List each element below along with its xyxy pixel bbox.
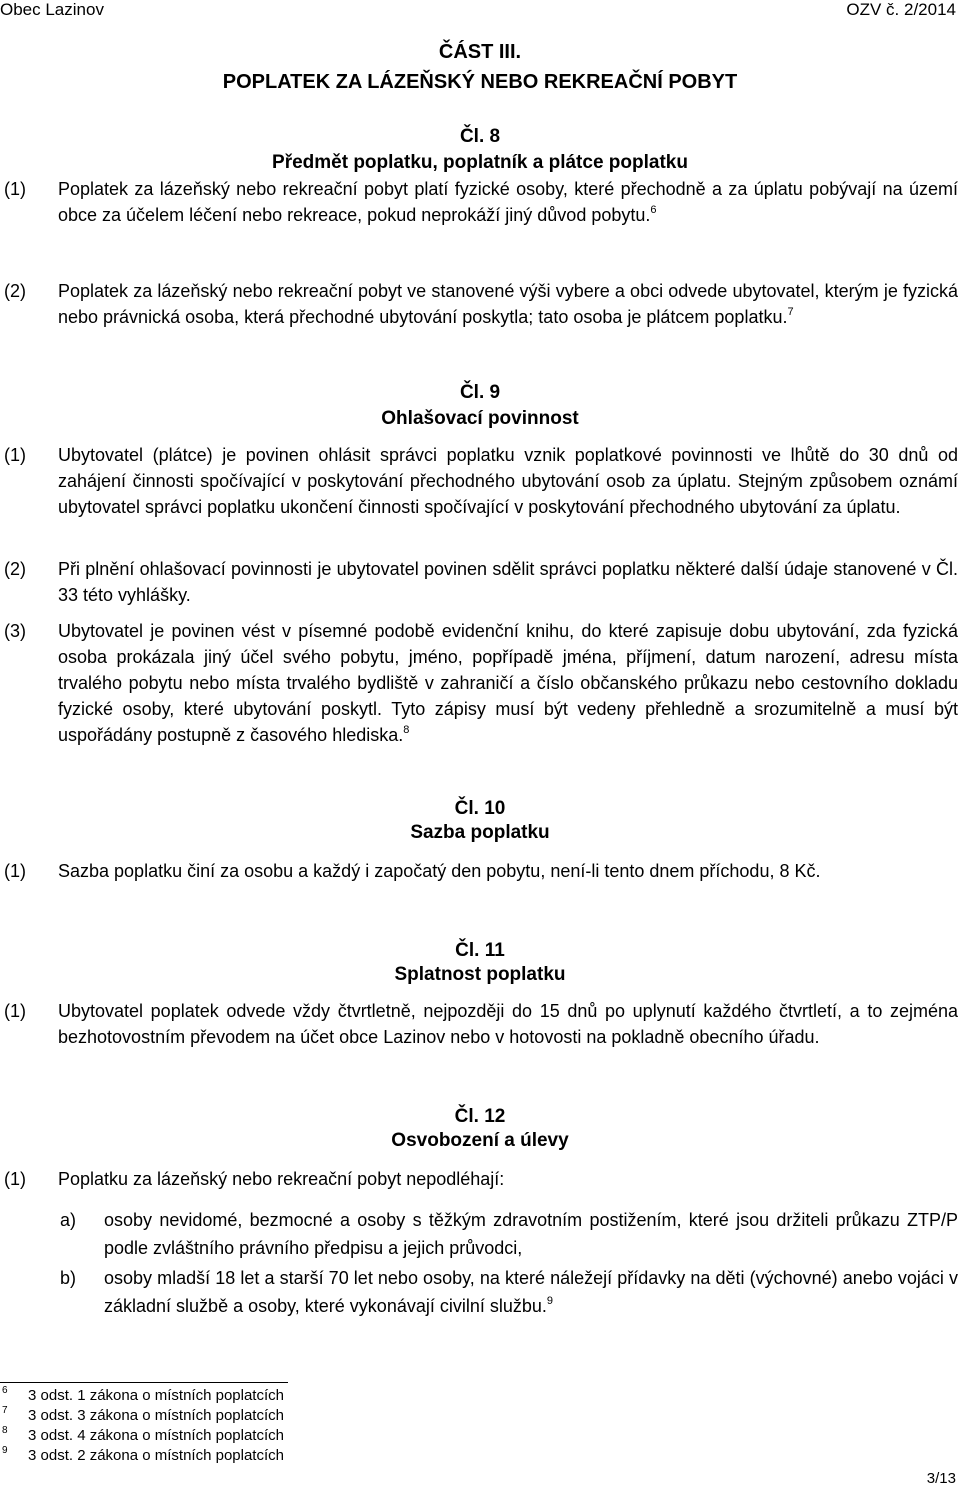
article-10-title: Sazba poplatku [410,822,550,843]
exemption-item-b [60,1264,958,1320]
footnote-text: 3 odst. 3 zákona o místních poplatcích [28,1407,284,1424]
footnote-separator [0,1382,288,1383]
paragraph-number: (1) [4,861,26,881]
article-12-number: Čl. 12 [454,1106,506,1127]
header-ordinance-number: OZV č. 2/2014 [846,0,956,19]
paragraph-number: (1) [4,445,26,465]
paragraph-number: (1) [4,1169,26,1189]
page-header [0,0,960,24]
paragraph-text: Sazba poplatku činí za osobu a každý i započatý den pobytu, není-li tento dnem příchodu, 8 Kč. [58,861,821,881]
item-label: b) [60,1268,77,1288]
paragraph-number: (2) [4,559,26,579]
footnote-7 [0,1406,284,1426]
part-number: ČÁST III. [438,41,522,63]
footnote-number: 7 [2,1405,8,1416]
footnotes [0,1386,284,1466]
article-9-number: Čl. 9 [459,382,501,403]
footnote-6 [0,1386,284,1406]
footnote-text: 3 odst. 1 zákona o místních poplatcích [28,1387,284,1404]
article-8-paragraph-2 [4,278,958,330]
part-title: POPLATEK ZA LÁZEŇSKÝ NEBO REKREAČNÍ POBYT [222,71,738,93]
article-11-title: Splatnost poplatku [394,964,566,985]
footnote-reference: 9 [546,1295,554,1307]
paragraph-number: (2) [4,281,26,301]
item-text: osoby nevidomé, bezmocné a osoby s těžkým zdravotním postižením, které jsou držiteli průkazu ZTP/P podle zvláštního právního předpisu a jejich průvodci, [104,1210,958,1258]
paragraph-number: (1) [4,179,26,199]
article-8-number: Čl. 8 [459,126,501,147]
footnote-number: 8 [2,1425,8,1436]
article-9-title: Ohlašovací povinnost [381,408,579,429]
article-9-paragraph-2 [4,556,958,608]
article-11-number: Čl. 11 [455,940,505,961]
footnote-number: 9 [2,1445,8,1456]
paragraph-text: Poplatku za lázeňský nebo rekreační pobyt nepodléhají: [58,1169,505,1189]
footnote-reference: 8 [403,724,410,736]
item-text: osoby mladší 18 let a starší 70 let nebo osoby, na které náležejí přídavky na děti (výchovné) anebo vojáci v základní službě a osoby, které vykonávají civilní službu. [104,1268,958,1316]
footnote-reference: 7 [787,306,794,318]
footnote-reference: 6 [650,204,657,216]
paragraph-text: Ubytovatel je povinen vést v písemné podobě evidenční knihu, do které zapisuje dobu ubytování, zda fyzická osoba prokázala jiný účel svého pobytu, jméno, popřípadě jména, příjmení, datum narození, adresu místa trvalého pobytu nebo místa trvalého bydliště v zahraničí a číslo občanského průkazu nebo cestovního dokladu fyzické osoby, které ubytování poskytl. Tyto zápisy musí být vedeny přehledně a srozumitelně a musí být uspořádány postupně z časového hlediska. [58,621,958,745]
footnote-8 [0,1426,284,1446]
paragraph-text: Poplatek za lázeňský nebo rekreační pobyt ve stanovené výši vybere a obci odvede ubytovatel, kterým je fyzická nebo právnická osoba, která přechodné ubytování poskytla; tato osoba je plátcem poplatku. [58,281,958,327]
article-12-paragraph-1 [4,1166,958,1192]
paragraph-number: (1) [4,1001,26,1021]
paragraph-text: Poplatek za lázeňský nebo rekreační pobyt platí fyzické osoby, které přechodně a za úplatu pobývají na území obce za účelem léčení nebo rekreace, pokud neprokáží jiný důvod pobytu. [58,179,958,225]
paragraph-text: Ubytovatel (plátce) je povinen ohlásit správci poplatku vznik poplatkové povinnosti ve lhůtě do 30 dnů od zahájení činnosti spočívající v poskytování přechodného ubytování osob za úplatu. Stejným způsobem oznámí ubytovatel správci poplatku ukončení činnosti spočívající v poskytování přechodného ubytování za úplatu. [58,445,958,517]
article-8-title: Předmět poplatku, poplatník a plátce poplatku [272,152,688,173]
article-11-paragraph-1 [4,998,958,1050]
article-8-paragraph-1 [4,176,958,228]
item-label: a) [60,1210,77,1230]
exemption-item-a [60,1206,958,1262]
header-municipality: Obec Lazinov [0,0,104,19]
paragraph-text: Při plnění ohlašovací povinnosti je ubytovatel povinen sdělit správci poplatku některé další údaje stanovené v Čl. 33 této vyhlášky. [58,559,958,605]
footnote-text: 3 odst. 2 zákona o místních poplatcích [28,1447,284,1464]
footnote-number: 6 [2,1385,8,1396]
article-9-paragraph-3 [4,618,958,748]
article-9-paragraph-1 [4,442,958,520]
article-10-paragraph-1 [4,858,958,884]
page-number: 3/13 [926,1470,956,1487]
article-10-number: Čl. 10 [454,798,506,819]
footnote-9 [0,1446,284,1466]
footnote-text: 3 odst. 4 zákona o místních poplatcích [28,1427,284,1444]
article-12-title: Osvobození a úlevy [391,1130,569,1151]
paragraph-text: Ubytovatel poplatek odvede vždy čtvrtletně, nejpozději do 15 dnů po uplynutí každého čtvrtletí, a to zejména bezhotovostním převodem na účet obce Lazinov nebo v hotovosti na pokladně obecního úřadu. [58,1001,958,1047]
paragraph-number: (3) [4,621,26,641]
